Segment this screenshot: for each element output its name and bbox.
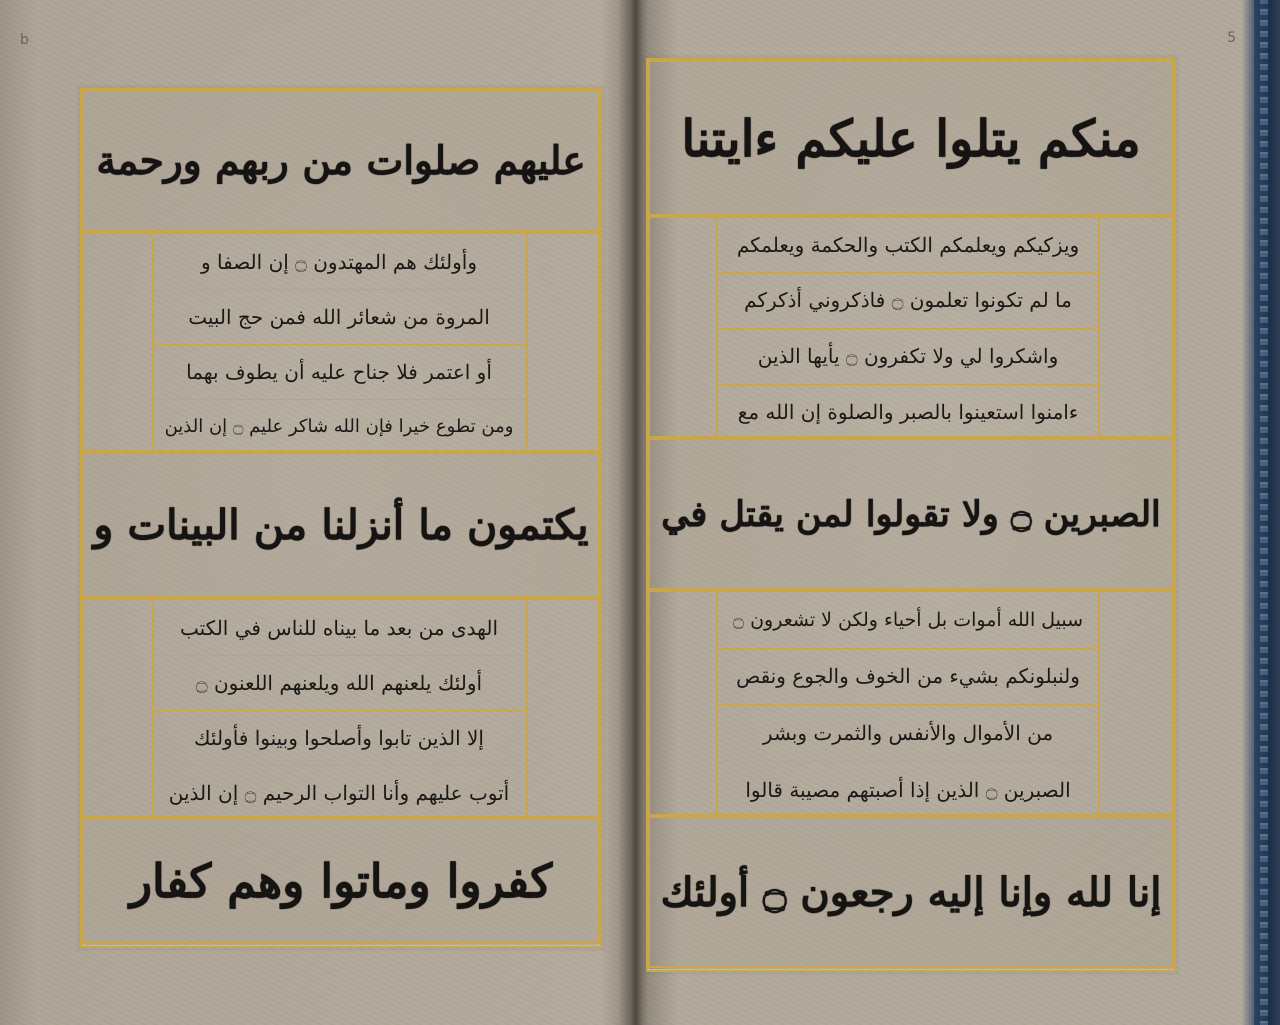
text-line: أتوب عليهم وأنا التواب الرحيم ۝ إن الذين	[168, 780, 510, 805]
text-line: وأولئك هم المهتدون ۝ إن الصفا و	[152, 234, 526, 290]
right-large-panel-3	[648, 816, 1174, 968]
left-large-panel-2	[82, 452, 600, 598]
left-lines-panel-1	[82, 232, 600, 452]
right-page	[638, 0, 1256, 1025]
text-lines-block	[716, 218, 1100, 436]
right-lines-panel-1	[648, 216, 1174, 438]
panel-side-column	[526, 600, 528, 816]
text-line: واشكروا لي ولا تكفرون ۝ يأيها الذين	[716, 328, 1100, 385]
text-line: ولنبلونكم بشيء من الخوف والجوع ونقص	[716, 648, 1100, 705]
panel-side-column	[1098, 592, 1100, 814]
text-line: من الأموال والأنفس والثمرت وبشر	[716, 704, 1100, 762]
page-corner-mark: b	[20, 32, 29, 48]
left-lines-panel-2	[82, 598, 600, 818]
large-calligraphy-line: كفروا وماتوا وهم كفار	[129, 854, 553, 908]
panel-side-column	[1098, 218, 1100, 436]
page-corner-mark: 5	[1227, 30, 1236, 46]
right-lines-panel-2	[648, 590, 1174, 816]
text-lines-block	[152, 600, 526, 816]
book-cover-edge	[1254, 0, 1280, 1025]
left-page	[0, 0, 628, 1025]
large-calligraphy-line: إنا لله وإنا إليه رجعون ۝ أولئك	[660, 868, 1162, 916]
text-line: أو اعتمر فلا جناح عليه أن يطوف بهما	[152, 344, 526, 400]
text-line: ءامنوا استعينوا بالصبر والصلوة إن الله مع	[737, 400, 1079, 424]
text-line: ومن تطوع خيرا فإن الله شاكر عليم ۝ إن الذين	[164, 416, 514, 437]
text-line: ويزكيكم ويعلمكم الكتب والحكمة ويعلمكم	[716, 218, 1100, 273]
left-large-panel-3	[82, 818, 600, 944]
text-lines-block	[716, 592, 1100, 814]
text-line: الهدى من بعد ما بيناه للناس في الكتب	[152, 600, 526, 656]
text-line: المروة من شعائر الله فمن حج البيت	[152, 289, 526, 345]
large-calligraphy-line: الصبرين ۝ ولا تقولوا لمن يقتل في	[661, 493, 1161, 535]
large-calligraphy-line: عليهم صلوات من ربهم ورحمة	[96, 138, 586, 184]
text-line: سبيل الله أموات بل أحياء ولكن لا تشعرون ۝	[716, 592, 1100, 649]
right-large-panel-2	[648, 438, 1174, 590]
panel-side-column	[526, 234, 528, 450]
left-large-panel-1	[82, 90, 600, 232]
text-line: إلا الذين تابوا وأصلحوا وبينوا فأولئك	[152, 710, 526, 766]
text-line: الصبرين ۝ الذين إذا أصبتهم مصيبة قالوا	[745, 777, 1071, 802]
large-calligraphy-line: يكتمون ما أنزلنا من البينات و	[93, 501, 589, 549]
text-line: ما لم تكونوا تعلمون ۝ فاذكروني أذكركم	[716, 272, 1100, 329]
text-lines-block	[152, 234, 526, 450]
large-calligraphy-line: منكم يتلوا عليكم ءايتنا	[681, 108, 1141, 168]
right-large-panel-1	[648, 60, 1174, 216]
text-line: أولئك يلعنهم الله ويلعنهم اللعنون ۝	[152, 655, 526, 711]
